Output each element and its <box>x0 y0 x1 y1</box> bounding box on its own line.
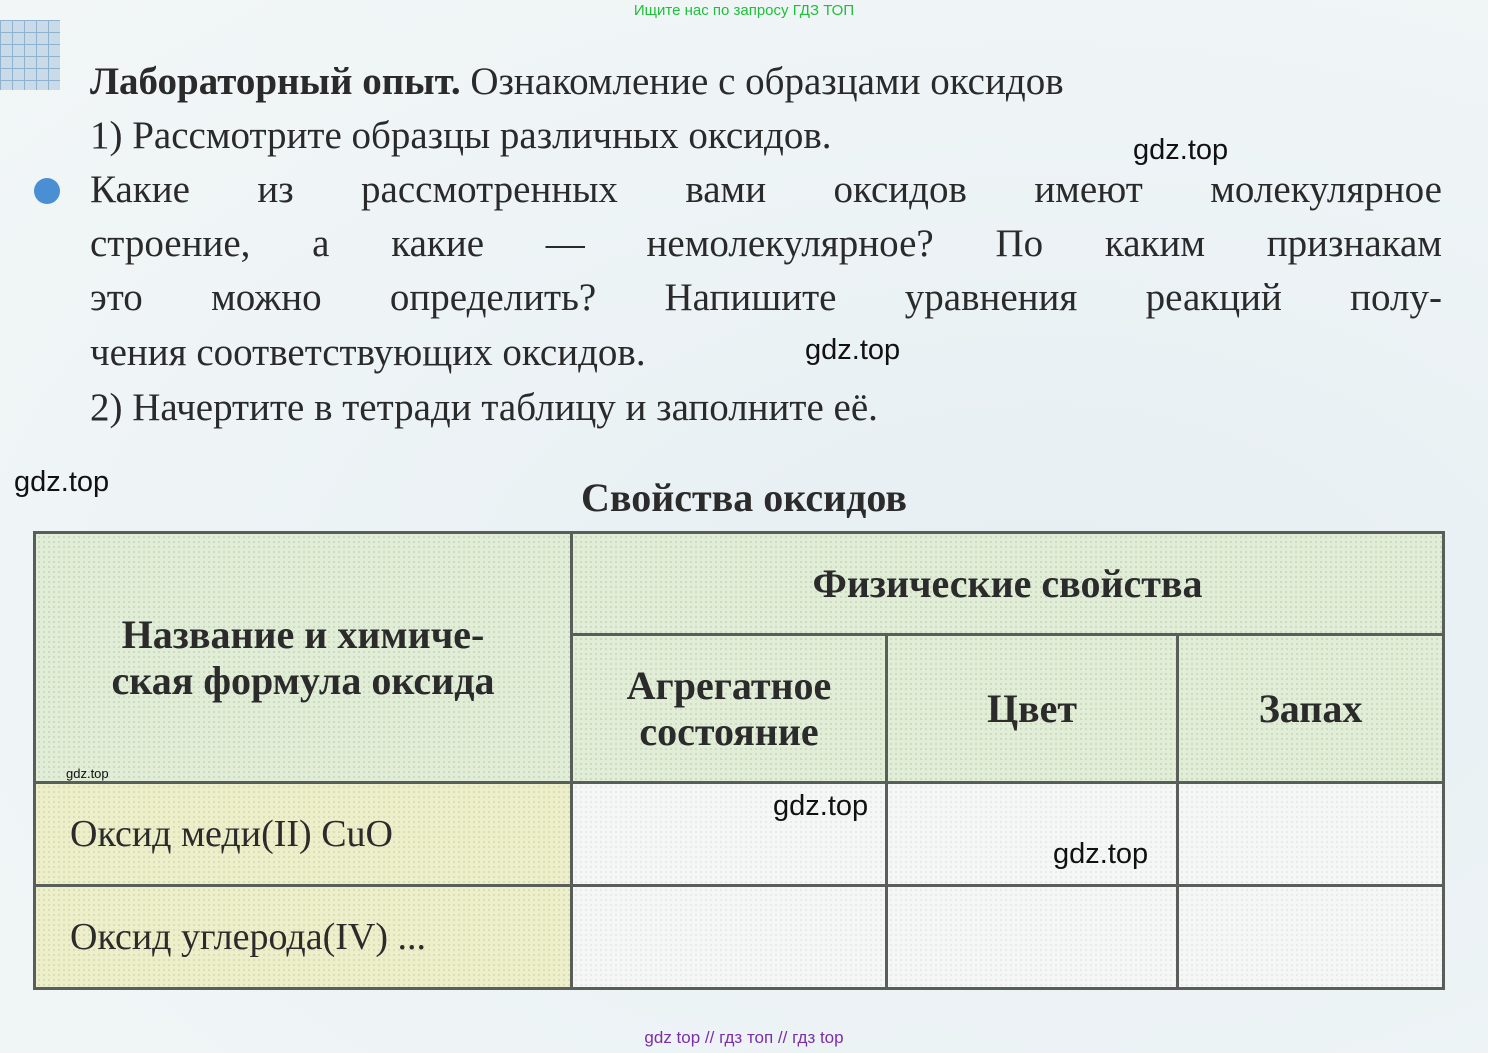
state-cell <box>572 886 887 989</box>
header-oxide-name-line1: Название и химиче- <box>121 611 485 657</box>
question-word: имеют <box>1034 168 1143 211</box>
question-word: какие <box>391 222 485 265</box>
bottom-banner[interactable]: gdz top // гдз топ // гдз top <box>644 1028 844 1047</box>
oxide-name-cell: Оксид меди(II) CuO <box>35 783 572 886</box>
smell-cell <box>1178 783 1444 886</box>
lab-title-bold: Лабораторный опыт. <box>90 60 461 103</box>
watermark-small: gdz.top <box>66 766 109 781</box>
question-word: реакций <box>1145 276 1282 319</box>
watermark-text: gdz.top <box>14 466 110 498</box>
bullet-dot <box>34 178 60 204</box>
header-smell: Запах <box>1178 635 1444 783</box>
question-word: признакам <box>1266 222 1442 265</box>
oxide-name-cell: Оксид углерода(IV) ... <box>35 886 572 989</box>
watermark-text: gdz.top <box>1133 134 1229 166</box>
table-row <box>35 886 1444 989</box>
watermark-text: gdz.top <box>1053 838 1149 870</box>
question-word: рассмотренных <box>361 168 618 211</box>
header-oxide-name-line2: ская формула оксида <box>111 657 495 703</box>
question-line-3 <box>90 271 1442 325</box>
question-word: полу- <box>1350 276 1442 319</box>
question-word: молекулярное <box>1210 168 1442 211</box>
top-banner[interactable]: Ищите нас по запросу ГДЗ ТОП <box>633 2 855 19</box>
header-state-line1: Агрегатное <box>626 662 832 708</box>
header-state-line2: состояние <box>639 708 819 754</box>
question-word: оксидов <box>833 168 967 211</box>
question-word: — <box>545 222 585 265</box>
color-cell <box>887 886 1178 989</box>
table-row <box>35 783 1444 886</box>
grid-paper-corner <box>0 20 60 90</box>
question-word: каким <box>1104 222 1206 265</box>
lab-title-rest: Ознакомление с образцами оксидов <box>470 60 1064 103</box>
question-word: а <box>312 222 330 265</box>
question-word: вами <box>685 168 767 211</box>
header-physical-properties: Физические свойства <box>572 533 1444 635</box>
table-title: Свойства оксидов <box>581 475 907 520</box>
question-line-4 <box>90 326 1442 380</box>
question-word: из <box>257 168 294 211</box>
question-line-1 <box>90 163 1442 217</box>
question-word: уравнения <box>904 276 1078 319</box>
lab-title-line <box>90 55 1442 109</box>
header-color: Цвет <box>887 635 1178 783</box>
question-word: Напишите <box>664 276 837 319</box>
header-oxide-name <box>35 533 572 783</box>
oxides-properties-table <box>33 531 1445 990</box>
question-word: строение, <box>90 222 251 265</box>
smell-cell <box>1178 886 1444 989</box>
question-word: немолекулярное? <box>646 222 934 265</box>
question-word: По <box>995 222 1044 265</box>
lab-step-2-text: 2) Начертите в тетради таблицу и заполните её. <box>90 386 878 429</box>
question-word: можно <box>211 276 322 319</box>
lab-step-1-text: 1) Рассмотрите образцы различных оксидов. <box>90 114 832 157</box>
lab-step-1 <box>90 109 1442 163</box>
question-word: это <box>90 276 143 319</box>
lab-step-2 <box>90 381 1442 435</box>
watermark-text: gdz.top <box>773 790 869 822</box>
question-line-2 <box>90 217 1442 271</box>
question-line-3-words <box>90 271 1442 325</box>
question-line-2-words <box>90 217 1442 271</box>
question-line-4-text: чения соответствующих оксидов. <box>90 331 646 374</box>
header-aggregate-state <box>572 635 887 783</box>
question-word: Какие <box>90 168 190 211</box>
watermark-text: gdz.top <box>805 334 901 366</box>
question-word: определить? <box>389 276 597 319</box>
question-line-1-words <box>90 163 1442 217</box>
